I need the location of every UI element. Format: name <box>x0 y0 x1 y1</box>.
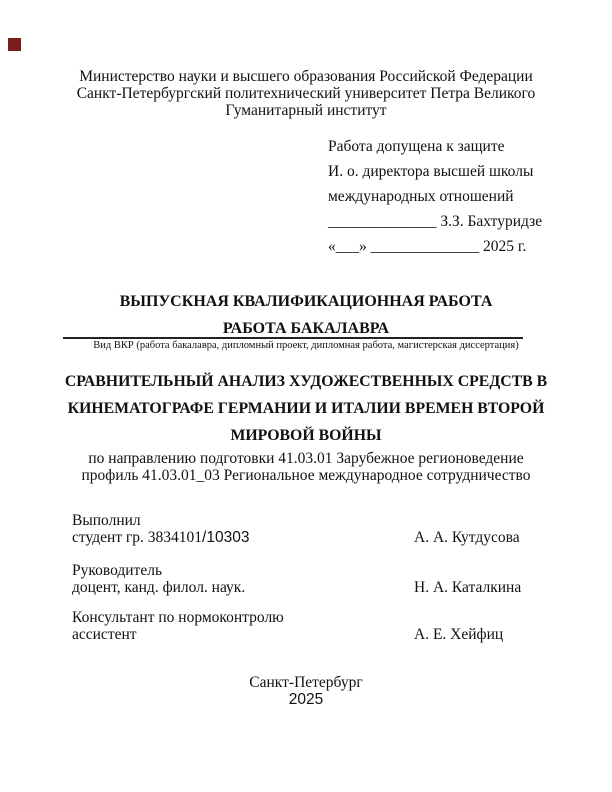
institute-line: Гуманитарный институт <box>225 102 387 119</box>
performer-name: А. А. Кутдусова <box>414 529 520 546</box>
supervisor-name: Н. А. Каталкина <box>414 579 522 596</box>
thesis-title-line-2: КИНЕМАТОГРАФЕ ГЕРМАНИИ И ИТАЛИИ ВРЕМЕН ВТОРОЙ <box>67 400 545 417</box>
supervisor-role: Руководитель <box>72 562 163 579</box>
footer-city: Санкт-Петербург <box>249 674 363 691</box>
university-line: Санкт-Петербургский политехнический университет Петра Великого <box>76 85 536 102</box>
thesis-title-block <box>0 368 612 449</box>
program-block <box>0 450 612 484</box>
performer-detail <box>72 529 249 546</box>
approval-line-director-title: И. о. директора высшей школы <box>328 163 534 180</box>
program-direction-line: по направлению подготовки 41.03.01 Зарубежное регионоведение <box>88 450 524 467</box>
consultant-group <box>72 609 284 643</box>
work-kind-underline <box>63 337 523 339</box>
red-square-marker <box>8 38 21 51</box>
work-type-heading: ВЫПУСКНАЯ КВАЛИФИКАЦИОННАЯ РАБОТА <box>119 293 493 310</box>
performer-group-number: /10303 <box>202 529 250 546</box>
supervisor-detail: доцент, канд. филол. наук. <box>72 579 246 596</box>
performer-group <box>72 512 249 546</box>
ministry-line: Министерство науки и высшего образования Российской Федерации <box>79 68 533 85</box>
program-profile-line: профиль 41.03.01_03 Региональное международное сотрудничество <box>81 467 531 484</box>
approval-line-admitted: Работа допущена к защите <box>328 138 505 155</box>
thesis-title-line-3: МИРОВОЙ ВОЙНЫ <box>230 427 382 444</box>
approval-line-school: международных отношений <box>328 188 514 205</box>
approval-line-signature: ______________ З.З. Бахтуридзе <box>328 213 543 230</box>
consultant-role: Консультант по нормоконтролю <box>72 609 284 626</box>
thesis-title-line-1: СРАВНИТЕЛЬНЫЙ АНАЛИЗ ХУДОЖЕСТВЕННЫХ СРЕДСТВ В <box>64 373 548 390</box>
performer-role: Выполнил <box>72 512 141 529</box>
supervisor-group <box>72 562 245 596</box>
footer-year: 2025 <box>288 691 324 708</box>
work-kind-heading: РАБОТА БАКАЛАВРА <box>222 320 390 337</box>
approval-block <box>328 134 542 259</box>
performer-detail-text: студент гр. 3834101 <box>72 529 203 546</box>
header-block <box>0 68 612 119</box>
work-kind-caption: Вид ВКР (работа бакалавра, дипломный проект, дипломная работа, магистерская диссертация) <box>93 340 519 351</box>
consultant-detail: ассистент <box>72 626 137 643</box>
approval-line-date: «___» ______________ 2025 г. <box>328 238 527 255</box>
consultant-name: А. Е. Хейфиц <box>414 626 504 643</box>
